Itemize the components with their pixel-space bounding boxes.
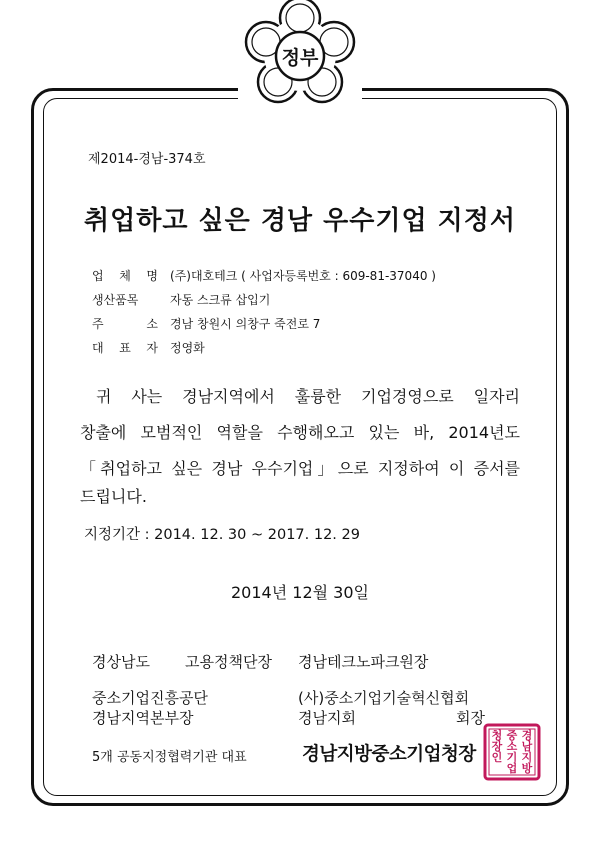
seal-character: 방: [521, 762, 533, 775]
info-label-company: 업 체 명: [92, 269, 158, 283]
seal-character: 인: [491, 751, 503, 764]
info-label-product: 생산품목: [92, 293, 139, 307]
body-line: 창출에 모범적인 역할을 수행해오고 있는 바, 2014년도: [80, 423, 520, 442]
seal-character: 남: [521, 740, 533, 753]
government-emblem-icon: [238, 0, 362, 118]
seal-character: 업: [506, 762, 518, 775]
signatory-left-1: 경상남도 고용정책단장: [92, 653, 272, 671]
designation-period: 지정기간 : 2014. 12. 30 ~ 2017. 12. 29: [84, 527, 360, 543]
signatory-right-2a: (사)중소기업기술혁신협회: [298, 689, 470, 707]
info-value-product: 자동 스크류 삽입기: [170, 293, 271, 307]
seal-character: 지: [521, 751, 533, 764]
seal-character: 경: [521, 729, 533, 742]
seal-character: 청: [491, 729, 503, 742]
info-label-representative: 대 표 자: [92, 341, 158, 355]
signatory-right-1: 경남테크노파크원장: [298, 653, 429, 671]
signatory-right-2b-branch: 경남지회: [298, 709, 356, 727]
signatory-right-2b-title: 회장: [456, 709, 485, 727]
representative-label: 5개 공동지정협력기관 대표: [92, 750, 247, 765]
issue-date: 2014년 12월 30일: [231, 583, 369, 602]
info-value-company: (주)대호테크 ( 사업자등록번호 : 609-81-37040 ): [170, 269, 436, 283]
body-line: 귀 사는 경남지역에서 훌륭한 기업경영으로 일자리: [96, 387, 520, 406]
official-seal-icon: [482, 722, 542, 782]
issuer-name: 경남지방중소기업청장: [302, 744, 476, 765]
certificate-title: 취업하고 싶은 경남 우수기업 지정서: [84, 206, 516, 236]
certificate-number: 제2014-경남-374호: [88, 152, 206, 167]
seal-character: 중: [506, 729, 518, 742]
signatory-left-2b: 경남지역본부장: [92, 709, 194, 727]
seal-character: 소: [506, 740, 518, 753]
seal-character: 기: [506, 751, 518, 764]
body-line: 「취업하고 싶은 경남 우수기업」으로 지정하여 이 증서를: [80, 459, 520, 478]
signatory-left-2a: 중소기업진흥공단: [92, 689, 208, 707]
emblem-text: 정부: [281, 47, 319, 69]
info-value-representative: 정영화: [170, 341, 205, 355]
info-value-address: 경남 창원시 의창구 죽전로 7: [170, 317, 321, 331]
body-line: 드립니다.: [80, 487, 147, 506]
info-label-address: 주 소: [92, 317, 158, 331]
seal-character: 장: [491, 740, 503, 753]
